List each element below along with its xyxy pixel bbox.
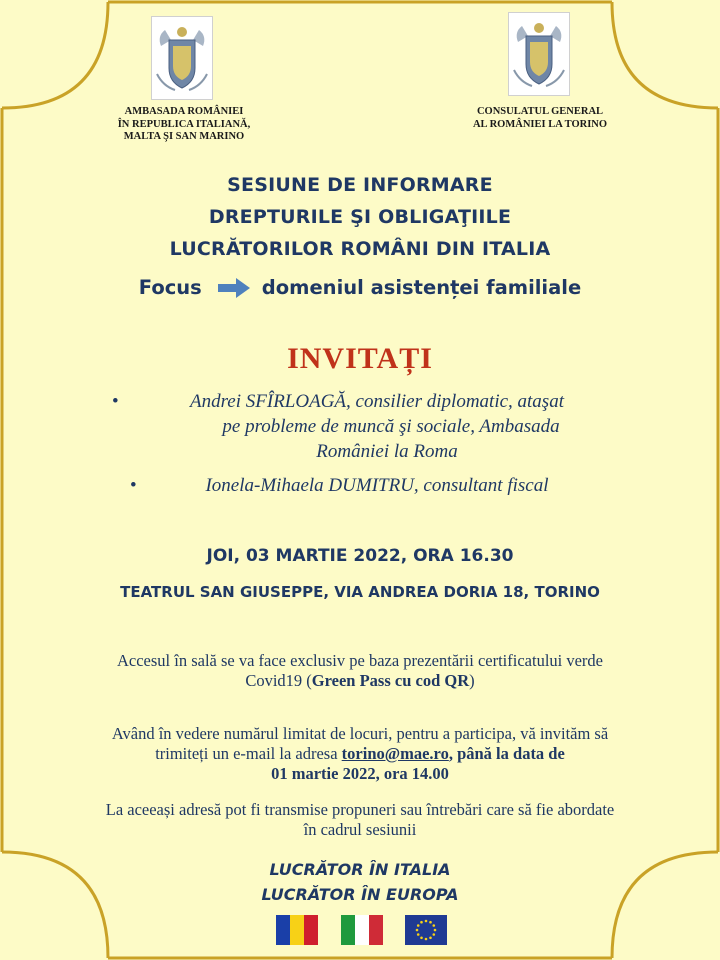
guest-bullet: •	[112, 391, 119, 412]
title-line: SESIUNE DE INFORMARE	[227, 174, 493, 196]
proposals-note	[0, 800, 720, 840]
registration-line	[0, 764, 720, 784]
proposals-line: La aceeași adresă pot fi transmise propuneri sau întrebări care să fie abordate	[105, 800, 615, 819]
eu-star	[429, 936, 432, 939]
title-line: LUCRĂTORILOR ROMÂNI DIN ITALIA	[169, 238, 551, 260]
access-text: Covid19 (	[245, 671, 312, 690]
guests-heading: INVITAȚI	[287, 342, 433, 375]
guest-line: Andrei SFÎRLOAGĂ, consilier diplomatic, ataşat	[190, 391, 564, 412]
consulate-line: CONSULATUL GENERAL	[476, 106, 604, 117]
romanian-coat-of-arms-icon	[151, 16, 213, 100]
deadline-date: 01 martie 2022, ora 14.00	[271, 764, 449, 783]
access-note	[0, 651, 720, 691]
eu-star	[425, 938, 428, 941]
eu-star	[420, 921, 423, 924]
embassy-line: AMBASADA ROMÂNIEI	[124, 106, 244, 117]
deadline-text: , până la data de	[448, 744, 565, 763]
focus-text: domeniul asistenței familiale	[261, 276, 582, 299]
embassy-name	[64, 106, 304, 144]
registration-line: Având în vedere numărul limitat de locuri, pentru a participa, vă invităm să	[111, 724, 609, 743]
guest-line: Ionela-Mihaela DUMITRU, consultant fiscal	[205, 475, 549, 496]
registration-note	[0, 724, 720, 784]
green-pass-text: Green Pass cu cod QR	[311, 671, 470, 690]
romania-flag-icon	[276, 915, 318, 945]
eu-star	[432, 933, 435, 936]
embassy-line: MALTA ŞI SAN MARINO	[123, 131, 245, 142]
title-line: DREPTURILE ŞI OBLIGAŢIILE	[208, 206, 512, 228]
access-text: )	[469, 671, 475, 690]
guest-bullet: •	[130, 475, 137, 496]
romanian-coat-of-arms-icon	[508, 12, 570, 96]
motto-line: LUCRĂTOR ÎN EUROPA	[261, 885, 459, 904]
guest-item	[0, 389, 720, 464]
access-line: Accesul în sală se va face exclusiv pe baza prezentării certificatului verde	[116, 651, 604, 670]
eu-star	[420, 936, 423, 939]
eu-flag-icon	[405, 915, 447, 945]
eu-star	[416, 929, 419, 932]
access-line	[0, 671, 720, 691]
registration-line	[0, 744, 720, 764]
italy-flag-icon	[341, 915, 383, 945]
guest-item	[0, 473, 720, 498]
registration-text: trimiteți un e-mail la adresa	[155, 744, 342, 763]
focus-line	[0, 276, 720, 299]
guest-line: României la Roma	[316, 441, 458, 462]
eu-star	[429, 921, 432, 924]
right-arrow-icon	[218, 278, 250, 298]
eu-star	[425, 920, 428, 923]
consulate-name	[420, 106, 660, 131]
guest-line: pe probleme de muncă şi sociale, Ambasada	[222, 416, 560, 437]
consulate-line: AL ROMÂNIEI LA TORINO	[472, 118, 608, 130]
eu-star	[432, 924, 435, 927]
motto-line: LUCRĂTOR ÎN ITALIA	[269, 860, 451, 879]
eu-star	[417, 924, 420, 927]
eu-star	[417, 933, 420, 936]
proposals-line: în cadrul sesiunii	[303, 820, 417, 839]
event-datetime: JOI, 03 MARTIE 2022, ORA 16.30	[206, 546, 514, 566]
email-link[interactable]: torino@mae.ro	[341, 744, 449, 763]
event-venue: TEATRUL SAN GIUSEPPE, VIA ANDREA DORIA 18, TORINO	[120, 583, 600, 601]
eu-star	[434, 929, 437, 932]
embassy-line: ÎN REPUBLICA ITALIANĂ,	[117, 118, 251, 130]
focus-label: Focus	[138, 276, 202, 299]
